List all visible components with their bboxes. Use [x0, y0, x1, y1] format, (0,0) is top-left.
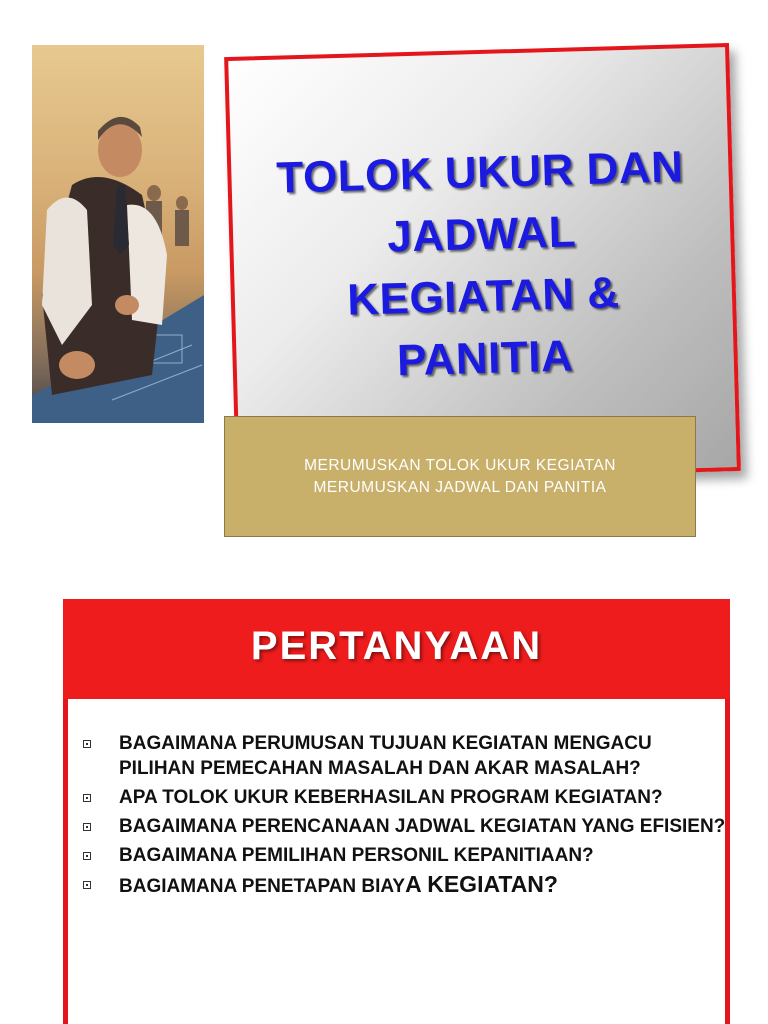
list-item	[83, 814, 728, 839]
list-item	[83, 731, 728, 781]
question-text-part-large: A KEGIATAN?	[405, 871, 558, 897]
question-text: BAGAIMANA PERUMUSAN TUJUAN KEGIATAN MENGACU PILIHAN PEMECAHAN MASALAH DAN AKAR MASALAH?	[119, 733, 652, 779]
title-line-4: PANITIA	[396, 331, 574, 386]
square-bullet-icon	[83, 881, 91, 889]
subtitle-line-1: MERUMUSKAN TOLOK UKUR KEGIATAN	[304, 456, 616, 474]
square-bullet-icon	[83, 794, 91, 802]
title-line-3: KEGIATAN &	[346, 268, 621, 325]
question-text-part: BAGIAMANA PENETAPAN BIAY	[119, 876, 406, 897]
square-bullet-icon	[83, 852, 91, 860]
square-bullet-icon	[83, 740, 91, 748]
questions-header	[63, 599, 730, 699]
title-line-1: TOLOK UKUR DAN	[275, 142, 685, 203]
question-text: APA TOLOK UKUR KEBERHASILAN PROGRAM KEGIATAN?	[119, 787, 663, 808]
question-text: BAGAIMANA PEMILIHAN PERSONIL KEPANITIAAN?	[119, 845, 594, 866]
worker-illustration	[32, 45, 204, 423]
subtitle-box	[224, 416, 696, 537]
question-text: BAGAIMANA PERENCANAAN JADWAL KEGIATAN YANG EFISIEN?	[119, 816, 726, 837]
questions-list	[83, 731, 728, 903]
title-line-2: JADWAL	[386, 207, 577, 262]
subtitle-line-2: MERUMUSKAN JADWAL DAN PANITIA	[313, 478, 607, 496]
list-item	[83, 785, 728, 810]
list-item	[83, 872, 728, 899]
list-item	[83, 843, 728, 868]
square-bullet-icon	[83, 823, 91, 831]
slide-title	[231, 135, 735, 397]
questions-header-title: PERTANYAAN	[250, 623, 543, 668]
